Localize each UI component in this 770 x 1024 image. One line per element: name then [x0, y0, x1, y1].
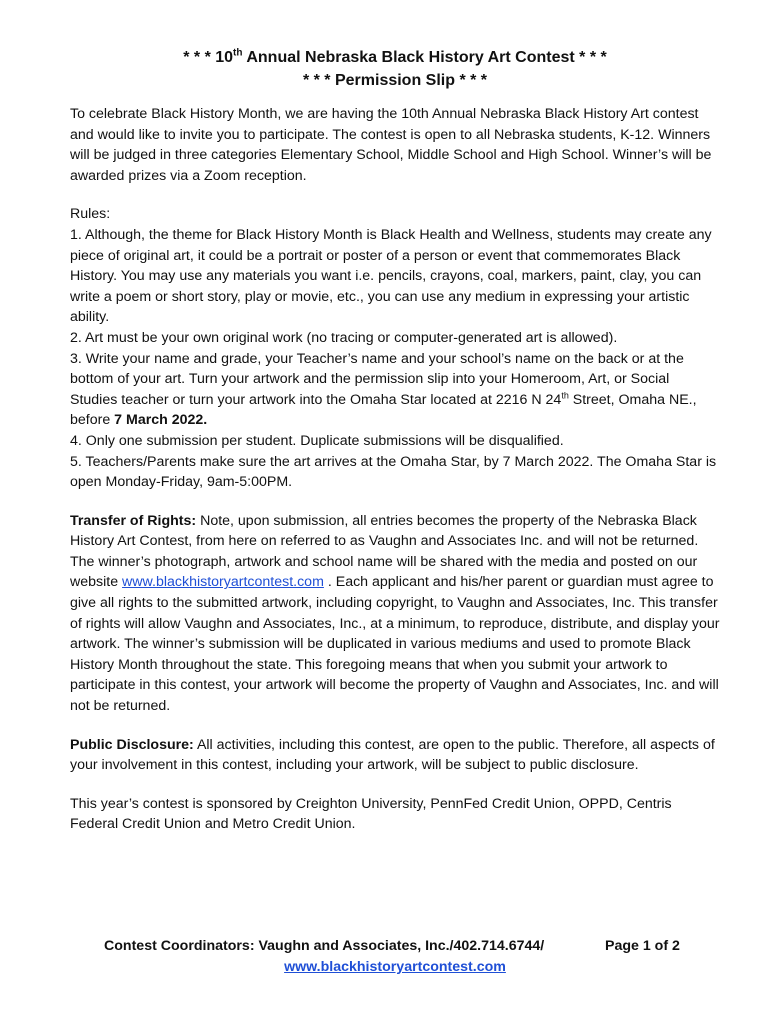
public-disclosure-paragraph — [70, 735, 720, 776]
title-prefix: * * * 10 — [183, 49, 234, 66]
rule-4: 4. Only one submission per student. Duplicate submissions will be disqualified. — [70, 432, 564, 449]
page-subtitle: * * * Permission Slip * * * — [302, 72, 488, 89]
transfer-label: Transfer of Rights: — [70, 512, 197, 529]
footer-website-link[interactable]: www.blackhistoryartcontest.com — [284, 959, 506, 975]
transfer-text-b: . Each applicant and his/her parent or guardian must agree to give all rights to the submitted artwork, including copyright, to Vaughn and Associates, Inc. This transfer of rights will allow Vaughn and Associates, Inc., at a minimum, to reproduce, distribute, and display your artwork. The winner’s submission will be duplicated in various mediums and used to promote Black History Month throughout the state. This foregoing means that when you submit your artwork to participate in this contest, your artwork will become the property of Vaughn and Associates, Inc. and will not be returned. — [70, 574, 720, 715]
rule-3-deadline: 7 March 2022. — [114, 412, 208, 429]
rules-section — [70, 204, 720, 492]
rule-3-text-a: 3. Write your name and grade, your Teacher’s name and your school’s name on the back or at the bottom of your art. Turn your artwork and the permission slip into your Homeroom, Art, or Social Studies teacher or turn your artwork into the Omaha Star located at 2216 N 24 — [70, 350, 684, 408]
footer-coordinators: Contest Coordinators: Vaughn and Associates, Inc./402.714.6744/ — [104, 938, 545, 954]
disclosure-text: All activities, including this contest, are open to the public. Therefore, all aspects of your involvement in this contest, including your artwork, will be subject to public disclosure. — [70, 736, 715, 774]
disclosure-label: Public Disclosure: — [70, 736, 194, 753]
intro-paragraph: To celebrate Black History Month, we are having the 10th Annual Nebraska Black History Art contest and would like to invite you to participate. The contest is open to all Nebraska students, K-12. Winners will be judged in three categories Elementary School, Middle School and High School. Winner’s will be awarded prizes via a Zoom reception. — [70, 106, 712, 184]
page-number: Page 1 of 2 — [605, 938, 680, 954]
rule-3-text-b: Street, Omaha NE., before — [70, 391, 697, 429]
footer-line — [70, 936, 720, 957]
rule-1: 1. Although, the theme for Black History Month is Black Health and Wellness, students may create any piece of original art, it could be a portrait or poster of a person or event that commemorates Black History. You may use any materials you want i.e. pencils, crayons, coal, markers, paint, clay, you can write a poem or short story, play or movie, etc., you can use any medium in expressing your artistic ability. — [70, 226, 712, 326]
website-link[interactable]: www.blackhistoryartcontest.com — [122, 574, 324, 591]
page-footer — [70, 936, 720, 978]
title-sup: th — [233, 47, 243, 59]
page-title — [70, 46, 720, 92]
transfer-of-rights-paragraph — [70, 511, 720, 717]
rule-3 — [70, 349, 720, 431]
title-suffix: Annual Nebraska Black History Art Contest * * * — [242, 49, 607, 66]
rules-heading: Rules: — [70, 206, 111, 223]
rule-3-sup: th — [561, 389, 569, 400]
sponsors-paragraph: This year’s contest is sponsored by Creighton University, PennFed Credit Union, OPPD, Centris Federal Credit Union and Metro Credit Union. — [70, 795, 672, 833]
rule-5: 5. Teachers/Parents make sure the art arrives at the Omaha Star, by 7 March 2022. The Omaha Star is open Monday-Friday, 9am-5:00PM. — [70, 453, 717, 491]
transfer-text-a: Note, upon submission, all entries becomes the property of the Nebraska Black History Art Contest, from here on referred to as Vaughn and Associates Inc. and will not be returned. The winner’s photograph, artwork and school name will be shared with the media and posted on our website — [70, 512, 699, 591]
document-body — [70, 46, 720, 853]
rule-2: 2. Art must be your own original work (no tracing or computer-generated art is allowed). — [70, 329, 618, 346]
